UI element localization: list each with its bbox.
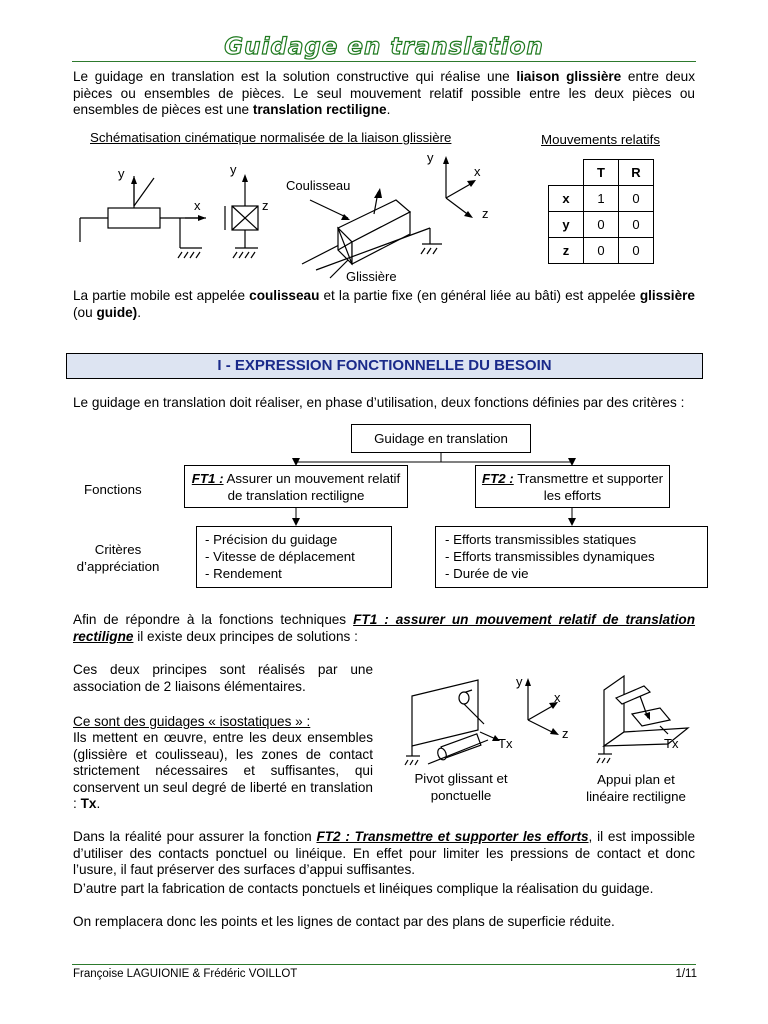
ft2-line-3: On remplacera donc les points et les lignes de contact par des plans de superficie réduite. bbox=[73, 914, 615, 929]
caption-appui-plan bbox=[566, 771, 706, 805]
schema-caption: Schématisation cinématique normalisée de la liaison glissière bbox=[90, 130, 452, 145]
axis-z-label: z bbox=[262, 198, 269, 213]
ft2-text: Transmettre et supporter les efforts bbox=[513, 471, 664, 503]
title-rule bbox=[72, 61, 696, 62]
axis-y-label: y bbox=[427, 150, 434, 165]
iso-bold-tx: Tx bbox=[80, 796, 97, 811]
tree-root-box: Guidage en translation bbox=[351, 424, 531, 453]
table-cell: 0 bbox=[584, 212, 619, 238]
axis-z-label: z bbox=[482, 206, 489, 221]
coulisseau-label: Coulisseau bbox=[286, 178, 351, 193]
table-cell: 1 bbox=[584, 186, 619, 212]
ft2-para-text: , il est impossible d’utiliser des contacts ponctuel ou linéique. En effet pour limiter les pressions de contact et donc l’usure, il faut préserver des surfaces d’appui suffisantes. bbox=[73, 829, 695, 877]
mobile-bold: coulisseau bbox=[249, 288, 320, 303]
movements-caption: Mouvements relatifs bbox=[541, 132, 660, 147]
list-item: - Précision du guidage bbox=[205, 532, 338, 547]
ft2-code: FT2 : bbox=[481, 471, 514, 486]
table-row bbox=[549, 238, 654, 264]
list-item: - Rendement bbox=[205, 566, 282, 581]
movements-table bbox=[548, 159, 654, 264]
ft2-paragraph bbox=[73, 829, 695, 879]
table-cell: 0 bbox=[619, 212, 654, 238]
table-cell: y bbox=[549, 212, 584, 238]
caption-line: Pivot glissant et bbox=[414, 771, 508, 786]
mobile-bold: guide) bbox=[96, 304, 138, 320]
mobile-text: . bbox=[137, 304, 141, 320]
caption-line: Appui plan et bbox=[597, 772, 675, 787]
table-cell: 0 bbox=[619, 238, 654, 264]
caption-pivot-glissant bbox=[394, 770, 528, 804]
table-cell: z bbox=[549, 238, 584, 264]
mobile-text: La partie mobile est appelée bbox=[73, 288, 250, 303]
intro-text: . bbox=[386, 102, 391, 117]
footer-rule bbox=[72, 964, 696, 965]
intro-bold-translation: translation rectiligne bbox=[252, 102, 387, 117]
axis-x-label: x bbox=[554, 690, 561, 705]
mobile-bold: glissière bbox=[639, 288, 695, 303]
tx-label: Tx bbox=[664, 736, 679, 751]
table-row bbox=[549, 160, 654, 186]
label-criteres: Critères d’appréciation bbox=[76, 542, 160, 574]
ft2-para-text: Dans la réalité pour assurer la fonction bbox=[73, 829, 317, 844]
section-heading: I - EXPRESSION FONCTIONNELLE DU BESOIN bbox=[66, 353, 703, 379]
iso-paragraph-1: Ces deux principes sont réalisés par une association de 2 liaisons élémentaires. bbox=[73, 662, 373, 694]
ft1-para-emphasis: FT1 : assurer un mouvement relatif de translation rectiligne bbox=[73, 612, 696, 644]
mobile-paragraph bbox=[73, 288, 695, 321]
isostatic-figures bbox=[398, 668, 698, 768]
axis-y-label: y bbox=[516, 674, 523, 689]
glissiere-label: Glissière bbox=[346, 269, 397, 284]
axis-y-label: y bbox=[230, 162, 237, 177]
ft2-line-2: D’autre part la fabrication de contacts ponctuels et linéiques complique la réalisation du guidage. bbox=[73, 881, 654, 896]
intro-bold-liaison: liaison glissière bbox=[516, 69, 622, 84]
criteria-box-ft2 bbox=[435, 526, 708, 588]
list-item: - Efforts transmissibles dynamiques bbox=[445, 549, 655, 564]
axis-z-label: z bbox=[562, 726, 569, 741]
intro-paragraph bbox=[73, 69, 695, 119]
axis-y-label: y bbox=[118, 166, 125, 181]
iso-paragraph-2 bbox=[73, 730, 373, 813]
tx-label: Tx bbox=[498, 736, 513, 751]
table-cell: 0 bbox=[619, 186, 654, 212]
mobile-text: (ou bbox=[73, 304, 97, 320]
ft1-paragraph bbox=[73, 612, 695, 645]
ft1-para-text: il existe deux principes de solutions : bbox=[133, 628, 358, 644]
mobile-text: et la partie fixe (en général liée au bâti) est appelée bbox=[319, 288, 640, 303]
ft2-box bbox=[475, 465, 670, 508]
table-header: R bbox=[619, 160, 654, 186]
table-cell: 0 bbox=[584, 238, 619, 264]
table-header: T bbox=[584, 160, 619, 186]
intro-text: entre deux pièces ou ensembles de pièces. Le seul mouvement relatif possible entre les deux pièces ou ensembles de pièces est une bbox=[73, 69, 695, 117]
axis-x-label: x bbox=[474, 164, 481, 179]
footer-authors: Françoise LAGUIONIE & Frédéric VOILLOT bbox=[73, 968, 298, 980]
ft2-para-emphasis: FT2 : Transmettre et supporter les efforts bbox=[316, 829, 589, 844]
section-intro: Le guidage en translation doit réaliser, en phase d’utilisation, deux fonctions définies par des critères : bbox=[73, 395, 685, 410]
ft1-text: Assurer un mouvement relatif de translation rectiligne bbox=[223, 471, 401, 503]
page-title: Guidage en translation bbox=[224, 34, 544, 60]
iso-heading: Ce sont des guidages « isostatiques » : bbox=[73, 714, 311, 729]
caption-line: linéaire rectiligne bbox=[586, 789, 686, 804]
footer-page-number: 1/11 bbox=[675, 968, 697, 980]
table-row bbox=[549, 212, 654, 238]
caption-line: ponctuelle bbox=[430, 788, 492, 803]
table-cell bbox=[549, 160, 584, 186]
iso-text: Ils mettent en œuvre, entre les deux ensembles (glissière et coulisseau), les zones de contact strictement nécessaires et suffisantes, qui conservent un seul degré de liberté en translation : bbox=[73, 730, 373, 811]
list-item: - Vitesse de déplacement bbox=[205, 549, 355, 564]
table-cell: x bbox=[549, 186, 584, 212]
list-item: - Efforts transmissibles statiques bbox=[445, 532, 637, 547]
intro-text: Le guidage en translation est la solution constructive qui réalise une bbox=[73, 69, 517, 84]
criteria-box-ft1 bbox=[196, 526, 392, 588]
table-row bbox=[549, 186, 654, 212]
label-fonctions: Fonctions bbox=[84, 482, 142, 497]
iso-text: . bbox=[96, 796, 101, 811]
ft1-code: FT1 : bbox=[191, 471, 224, 486]
kinematic-schema bbox=[70, 148, 530, 288]
list-item: - Durée de vie bbox=[445, 566, 529, 581]
ft1-para-text: Afin de répondre à la fonctions techniques bbox=[73, 612, 354, 627]
axis-x-label: x bbox=[194, 198, 201, 213]
ft1-box bbox=[184, 465, 408, 508]
